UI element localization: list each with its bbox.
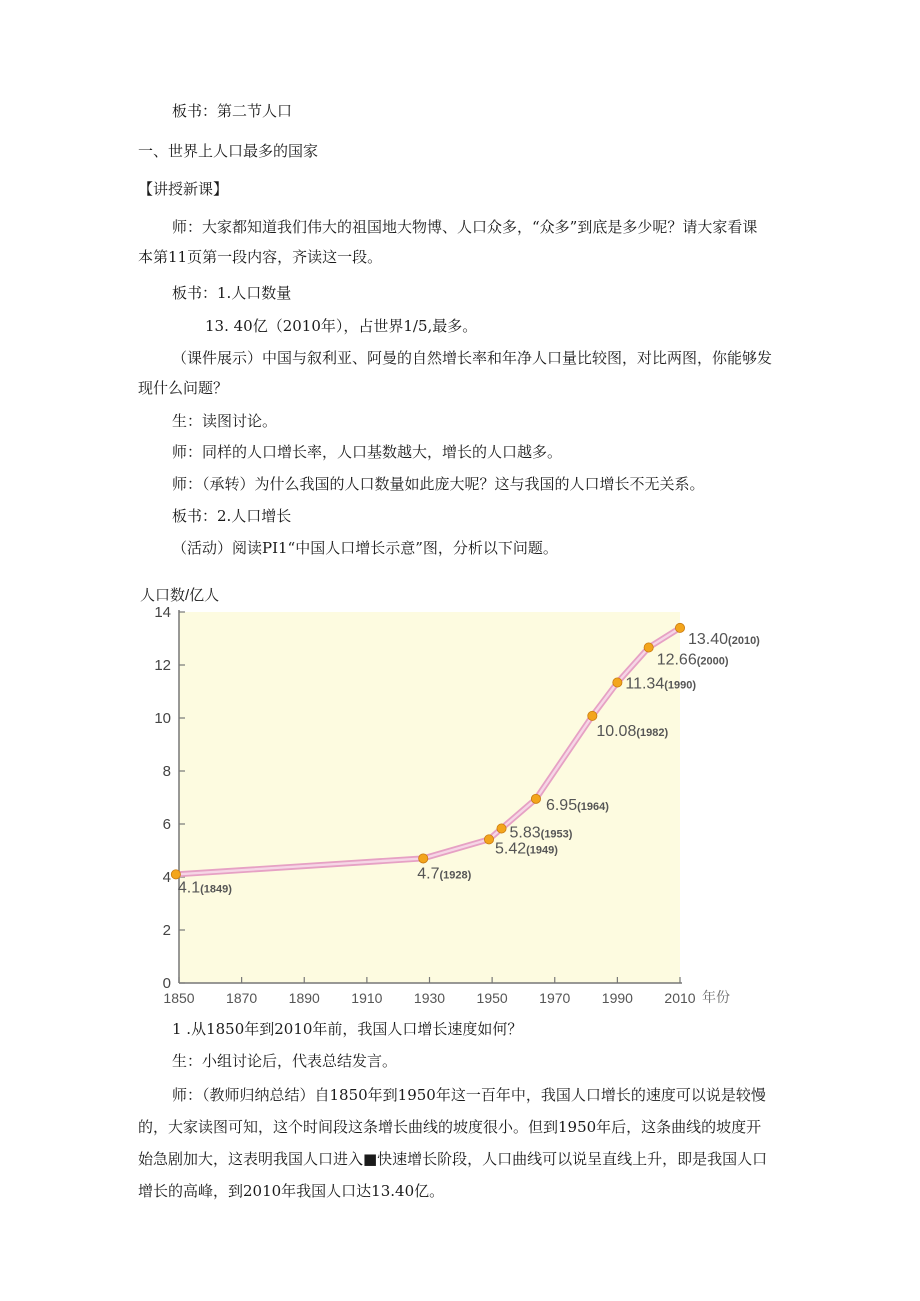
heading-new-lesson: 【讲授新课】: [138, 180, 229, 198]
data-label-year: (1928): [439, 869, 472, 882]
student-discussion-line: 生：读图讨论。: [172, 412, 278, 430]
teacher-summary-line-3: 始急剧加大，这表明我国人口进入■快速增长阶段，人口曲线可以说呈直线上升，即是我国人口: [138, 1150, 768, 1168]
data-label-value: 5.42: [494, 840, 527, 858]
data-label-value: 6.95: [545, 796, 578, 814]
x-axis-title: 年份: [702, 989, 730, 1005]
data-label-year: (1953): [540, 828, 573, 841]
teacher-summary-line-4: 增长的高峰，到2010年我国人口达13.40亿。: [138, 1182, 445, 1200]
x-tick-label: 1990: [601, 990, 633, 1006]
data-label-value: 12.66: [656, 651, 697, 669]
data-label-year: (1982): [636, 726, 669, 739]
y-tick-label: 6: [162, 816, 171, 833]
data-point-marker: [419, 854, 428, 863]
data-label: [625, 675, 696, 692]
data-label-value: 11.34: [625, 675, 665, 693]
teacher-intro-line-2: 本第11页第一段内容，齐读这一段。: [138, 248, 383, 266]
teacher-transition-line: 师：（承转）为什么我国的人口数量如此庞大呢？这与我国的人口增长不无关系。: [172, 475, 705, 493]
x-tick-label: 1970: [539, 990, 571, 1006]
y-tick-label: 8: [162, 763, 171, 780]
y-tick-label: 0: [162, 975, 171, 992]
data-label: [657, 652, 729, 669]
y-tick-label: 12: [154, 657, 171, 674]
plot-background: [179, 612, 680, 983]
data-label-value: 10.08: [596, 722, 637, 740]
teacher-comment-line: 师：同样的人口增长率，人口基数越大，增长的人口越多。: [172, 443, 563, 461]
y-tick-label: 10: [154, 710, 171, 727]
student-summary-line: 生：小组讨论后，代表总结发言。: [172, 1052, 398, 1070]
y-tick-label: 14: [154, 604, 171, 621]
data-label-year: (2000): [696, 655, 729, 668]
population-figure-line: 13. 40亿（2010年），占世界1/5,最多。: [205, 317, 478, 335]
data-point-marker: [588, 711, 597, 720]
data-label-value: 4.1: [177, 879, 201, 897]
data-label-value: 5.83: [509, 824, 541, 842]
x-tick-label: 1950: [476, 990, 508, 1006]
data-label-year: (1849): [200, 883, 232, 896]
data-label-value: 4.7: [417, 865, 440, 883]
x-tick-label: 1850: [163, 990, 195, 1006]
data-label-year: (1964): [577, 800, 609, 813]
question-1: 1 .从1850年到2010年前，我国人口增长速度如何？: [172, 1020, 523, 1038]
y-axis-title: 人口数/亿人: [140, 587, 220, 604]
teacher-summary-line-2: 的，大家读图可知，这个时间段这条增长曲线的坡度很小。但到1950年后，这条曲线的坡度开: [138, 1118, 762, 1136]
data-point-marker: [497, 824, 506, 833]
heading-most-populous-country: 一、世界上人口最多的国家: [138, 142, 319, 160]
teacher-summary-line-1: 师：（教师归纳总结）自1850年到1950年这一百年中，我国人口增长的速度可以说是较慢: [172, 1086, 766, 1104]
data-point-marker: [531, 794, 540, 803]
x-tick-label: 1890: [288, 990, 320, 1006]
data-point-marker: [644, 643, 653, 652]
data-label-year: (1990): [664, 679, 697, 692]
data-label: [688, 631, 760, 648]
board-note-population-growth: 板书：2.人口增长: [172, 507, 292, 525]
data-point-marker: [675, 623, 684, 632]
x-tick-label: 1910: [351, 990, 383, 1006]
teacher-intro-line-1: 师：大家都知道我们伟大的祖国地大物博、人口众多，“众多”到底是多少呢？请大家看课: [172, 218, 758, 236]
y-tick-label: 4: [162, 869, 171, 886]
x-tick-label: 1870: [226, 990, 258, 1006]
courseware-line-1: （课件展示）中国与叙利亚、阿曼的自然增长率和年净人口量比较图，对比两图，你能够发: [172, 349, 773, 367]
data-label-value: 13.40: [688, 630, 729, 648]
activity-line: （活动）阅读PI1“中国人口增长示意”图，分析以下问题。: [172, 539, 558, 557]
data-point-marker: [171, 870, 180, 879]
board-note-section-title: 板书：第二节人口: [172, 102, 293, 120]
data-label-year: (1949): [526, 844, 558, 857]
x-tick-label: 2010: [664, 990, 696, 1006]
data-point-marker: [613, 678, 622, 687]
population-growth-chart: [130, 582, 780, 1007]
data-label-year: (2010): [728, 634, 760, 647]
data-point-marker: [484, 835, 493, 844]
board-note-population-size: 板书：1.人口数量: [172, 284, 292, 302]
y-tick-label: 2: [162, 922, 171, 939]
x-tick-label: 1930: [413, 990, 446, 1006]
courseware-line-2: 现什么问题？: [138, 379, 229, 397]
